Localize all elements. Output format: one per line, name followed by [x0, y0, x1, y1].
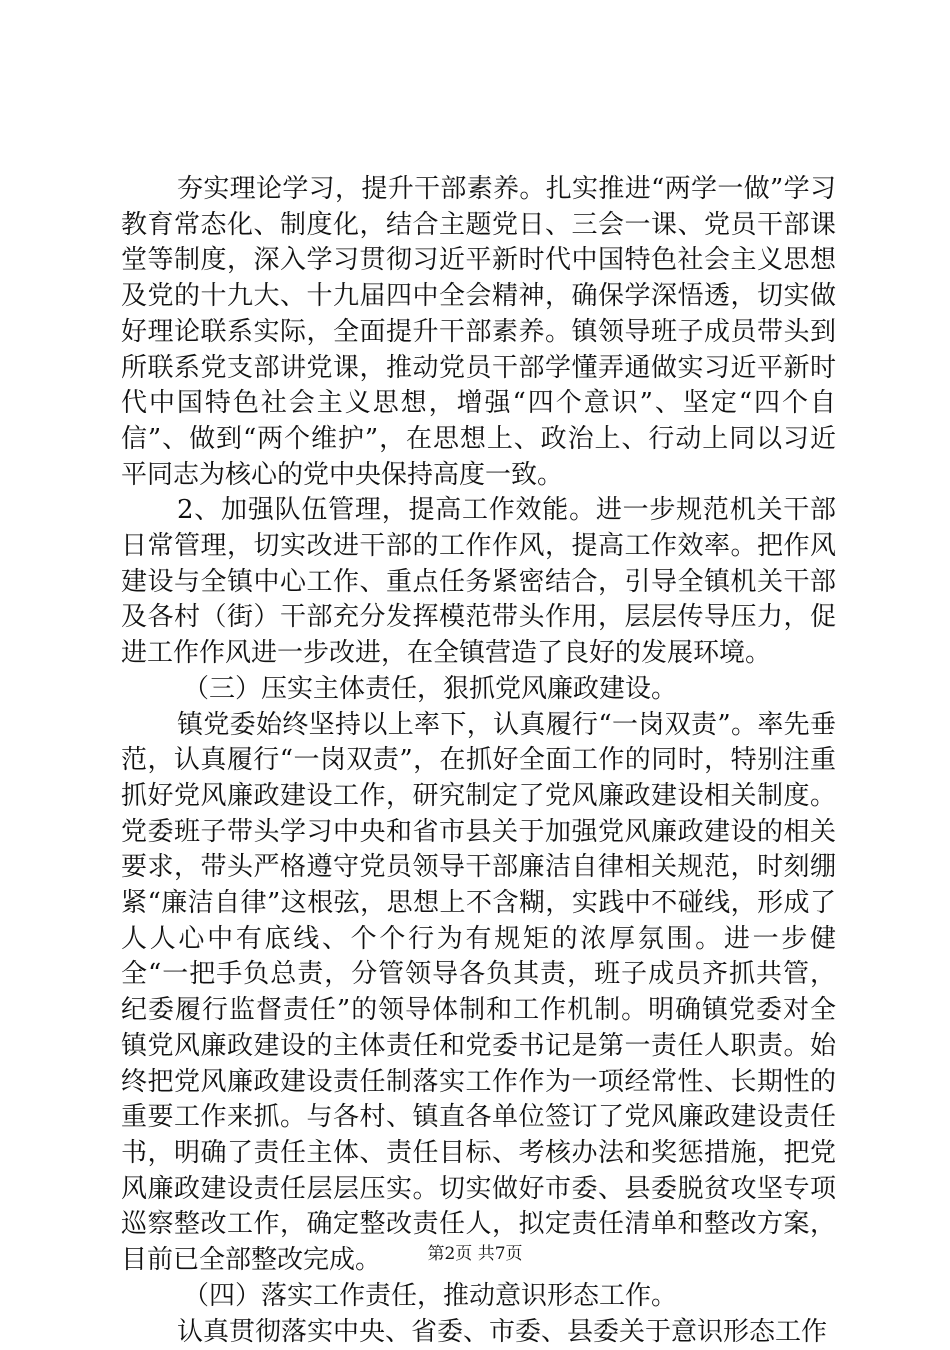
paragraph-team-management: 2、加强队伍管理，提高工作效能。进一步规范机关干部日常管理，切实改进干部的工作作风，提高工作效率。把作风建设与全镇中心工作、重点任务紧密结合，引导全镇机关干部及各村（街）干部充分发挥模范带头作用，层层传导压力，促进工作作风进一步改进，在全镇营造了良好的发展环境。: [121, 493, 836, 672]
paragraph-clean-governance: 镇党委始终坚持以上率下，认真履行“一岗双责”。率先垂范，认真履行“一岗双责”，在抓好全面工作的同时，特别注重抓好党风廉政建设工作，研究制定了党风廉政建设相关制度。党委班子带头学习中央和省市县关于加强党风廉政建设的相关要求，带头严格遵守党员领导干部廉洁自律相关规范，时刻绷紧“廉洁自律”这根弦，思想上不含糊，实践中不碰线，形成了人人心中有底线、个个行为有规矩的浓厚氛围。进一步健全“一把手负总责，分管领导各负其责，班子成员齐抓共管，纪委履行监督责任”的领导体制和工作机制。明确镇党委对全镇党风廉政建设的主体责任和党委书记是第一责任人职责。始终把党风廉政建设责任制落实工作作为一项经常性、长期性的重要工作来抓。与各村、镇直各单位签订了党风廉政建设责任书，明确了责任主体、责任目标、考核办法和奖惩措施，把党风廉政建设责任层层压实。切实做好市委、县委脱贫攻坚专项巡察整改工作，确定整改责任人，拟定责任清单和整改方案，目前已全部整改完成。: [121, 708, 836, 1279]
paragraph-theory-study: 夯实理论学习，提升干部素养。扎实推进“两学一做”学习教育常态化、制度化，结合主题党日、三会一课、党员干部课堂等制度，深入学习贯彻习近平新时代中国特色社会主义思想及党的十九大、十九届四中全会精神，确保学深悟透，切实做好理论联系实际，全面提升干部素养。镇领导班子成员带头到所联系党支部讲党课，推动党员干部学懂弄通做实习近平新时代中国特色社会主义思想，增强“四个意识”、坚定“四个自信”、做到“两个维护”，在思想上、政治上、行动上同以习近平同志为核心的党中央保持高度一致。: [121, 172, 836, 493]
page-number-footer: 第2页 共7页: [0, 1243, 950, 1265]
section-heading-3: （三）压实主体责任，狠抓党风廉政建设。: [121, 672, 836, 708]
paragraph-ideology-work: 认真贯彻落实中央、省委、市委、县委关于意识形态工作: [121, 1315, 836, 1350]
section-heading-4: （四）落实工作责任，推动意识形态工作。: [121, 1279, 836, 1315]
document-body: [121, 172, 836, 1350]
